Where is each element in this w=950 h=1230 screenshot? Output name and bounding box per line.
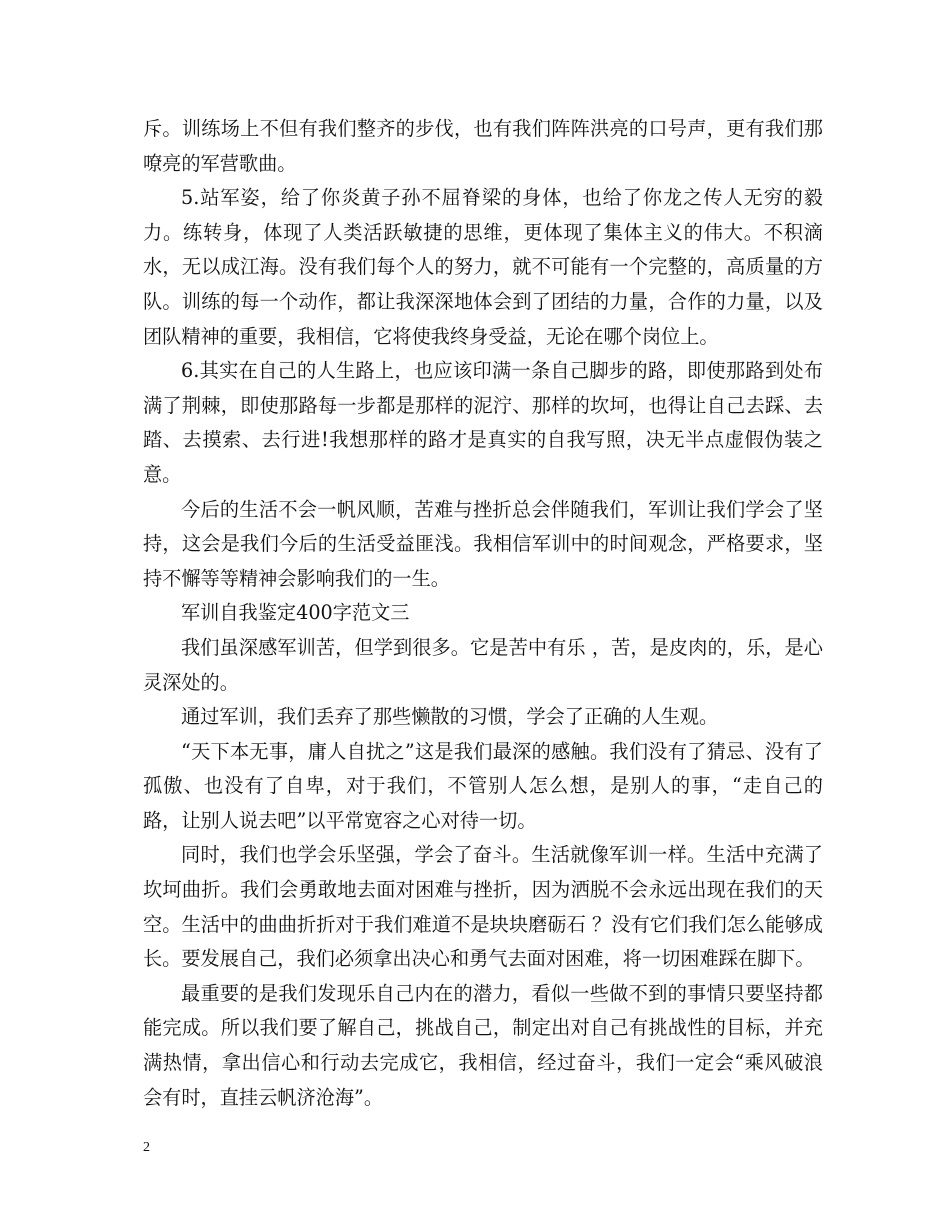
paragraph-10: 最重要的是我们发现乐自己内在的潜力，看似一些做不到的事情只要坚持都能完成。所以我们要了解自己，挑战自己，制定出对自己有挑战性的目标，并充满热情，拿出信心和行动去完成它，我相信，经过奋斗，我们一定会“乘风破浪会有时，直挂云帆济沧海”。 [143,981,823,1109]
paragraph-6: 我们虽深感军训苦，但学到很多。它是苦中有乐 ，苦，是皮肉的，乐，是心灵深处的。 [143,635,823,694]
paragraph-1: 斥。训练场上不但有我们整齐的步伐，也有我们阵阵洪亮的口号声，更有我们那嘹亮的军营歌曲。 [143,117,823,175]
paragraph-2: 5.站军姿，给了你炎黄子孙不屈脊梁的身体，也给了你龙之传人无穷的毅力。练转身，体现了人类活跃敏捷的思维，更体现了集体主义的伟大。不积滴水，无以成江海。没有我们每个人的努力，就不可能有一个完整的，高质量的方队。训练的每一个动作，都让我深深地体会到了团结的力量，合作的力量，以及团队精神的重要，我相信，它将使我终身受益，无论在哪个岗位上。 [143,186,823,348]
paragraph-3: 6.其实在自己的人生路上，也应该印满一条自己脚步的路，即使那路到处布满了荆棘，即使那路每一步都是那样的泥泞、那样的坎坷，也得让自己去踩、去踏、去摸索、去行进!我想那样的路才是真实的自我写照，决无半点虚假伪装之意。 [143,359,823,486]
document-body [143,112,823,1115]
paragraph-4: 今后的生活不会一帆风顺，苦难与挫折总会伴随我们，军训让我们学会了坚持，这会是我们今后的生活受益匪浅。我相信军训中的时间观念，严格要求，坚持不懈等等精神会影响我们的一生。 [143,497,823,590]
section-heading: 军训自我鉴定400字范文三 [181,601,410,625]
page-number: 2 [143,1140,150,1155]
paragraph-8: “天下本无事，庸人自扰之”这是我们最深的感触。我们没有了猜忌、没有了孤傲、也没有了自卑，对于我们，不管别人怎么想，是别人的事，“走自己的路，让别人说去吧”以平常宽容之心对待一切。 [143,739,823,832]
paragraph-7: 通过军训，我们丢弃了那些懒散的习惯，学会了正确的人生观。 [181,705,719,729]
paragraph-9: 同时，我们也学会乐坚强，学会了奋斗。生活就像军训一样。生活中充满了坎坷曲折。我们会勇敢地去面对困难与挫折，因为洒脱不会永远出现在我们的天空。生活中的曲曲折折对于我们难道不是块块磨砺石 ？没有它们我们怎么能够成长。要发展自己，我们必须拿出决心和勇气去面对困难，将一切困难踩在脚下。 [143,843,823,971]
